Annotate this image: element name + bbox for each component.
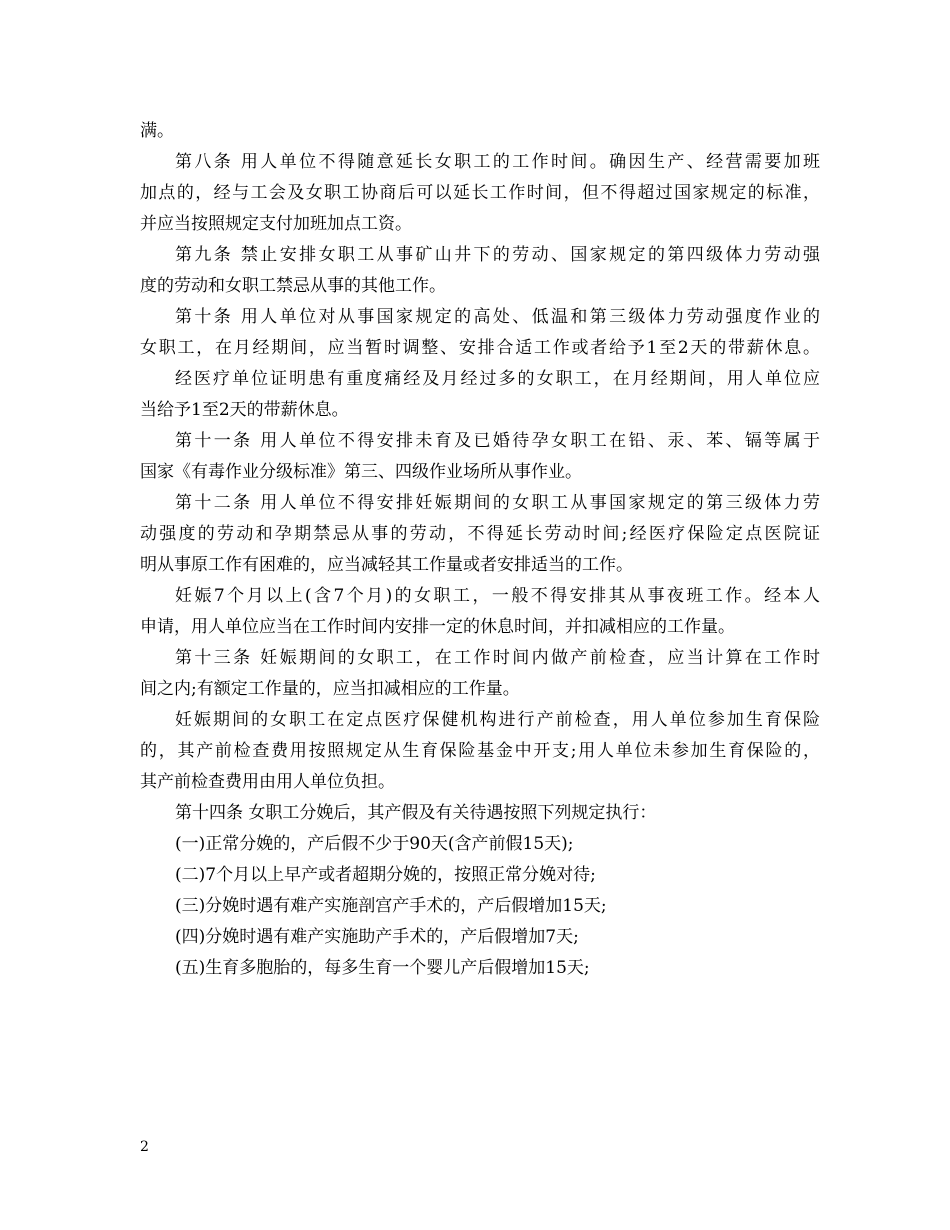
text-line: 女职工，在月经期间，应当暂时调整、安排合适工作或者给予1至2天的带薪休息。	[140, 338, 820, 358]
text-line: 第十二条 用人单位不得安排妊娠期间的女职工从事国家规定的第三级体力劳	[175, 493, 820, 513]
text-line: 第九条 禁止安排女职工从事矿山井下的劳动、国家规定的第四级体力劳动强	[175, 245, 820, 265]
list-item: (三)分娩时遇有难产实施剖宫产手术的，产后假增加15天;	[175, 896, 607, 916]
text-line: 加点的，经与工会及女职工协商后可以延长工作时间，但不得超过国家规定的标准，	[140, 183, 820, 203]
list-item: (五)生育多胞胎的，每多生育一个婴儿产后假增加15天;	[175, 958, 590, 978]
text-line: 申请，用人单位应当在工作时间内安排一定的休息时间，并扣减相应的工作量。	[140, 617, 735, 637]
text-line: 第十三条 妊娠期间的女职工，在工作时间内做产前检查，应当计算在工作时	[175, 648, 820, 668]
text-line: 经医疗单位证明患有重度痛经及月经过多的女职工，在月经期间，用人单位应	[175, 369, 820, 389]
text-line: 妊娠7个月以上(含7个月)的女职工，一般不得安排其从事夜班工作。经本人	[175, 586, 820, 606]
text-line: 第十四条 女职工分娩后，其产假及有关待遇按照下列规定执行：	[175, 803, 657, 823]
text-line: 明从事原工作有困难的，应当减轻其工作量或者安排适当的工作。	[140, 555, 633, 575]
list-item: (二)7个月以上早产或者超期分娩的，按照正常分娩对待;	[175, 865, 596, 885]
text-line: 妊娠期间的女职工在定点医疗保健机构进行产前检查，用人单位参加生育保险	[175, 710, 820, 730]
text-line: 的，其产前检查费用按照规定从生育保险基金中开支;用人单位未参加生育保险的，	[140, 741, 820, 761]
text-line: 度的劳动和女职工禁忌从事的其他工作。	[140, 276, 446, 296]
page-number: 2	[140, 1139, 149, 1155]
text-line: 第十条 用人单位对从事国家规定的高处、低温和第三级体力劳动强度作业的	[175, 307, 820, 327]
text-line: 满。	[140, 121, 174, 141]
list-item: (一)正常分娩的，产后假不少于90天(含产前假15天);	[175, 834, 574, 854]
text-line: 其产前检查费用由用人单位负担。	[140, 772, 395, 792]
document-body	[140, 116, 820, 984]
text-line: 国家《有毒作业分级标准》第三、四级作业场所从事作业。	[140, 462, 582, 482]
text-line: 并应当按照规定支付加班加点工资。	[140, 214, 412, 234]
text-line: 当给予1至2天的带薪休息。	[140, 400, 349, 420]
text-line: 动强度的劳动和孕期禁忌从事的劳动，不得延长劳动时间;经医疗保险定点医院证	[140, 524, 820, 544]
text-line: 间之内;有额定工作量的，应当扣减相应的工作量。	[140, 679, 520, 699]
text-line: 第十一条 用人单位不得安排未育及已婚待孕女职工在铅、汞、苯、镉等属于	[175, 431, 820, 451]
text-line: 第八条 用人单位不得随意延长女职工的工作时间。确因生产、经营需要加班	[175, 152, 820, 172]
list-item: (四)分娩时遇有难产实施助产手术的，产后假增加7天;	[175, 927, 579, 947]
